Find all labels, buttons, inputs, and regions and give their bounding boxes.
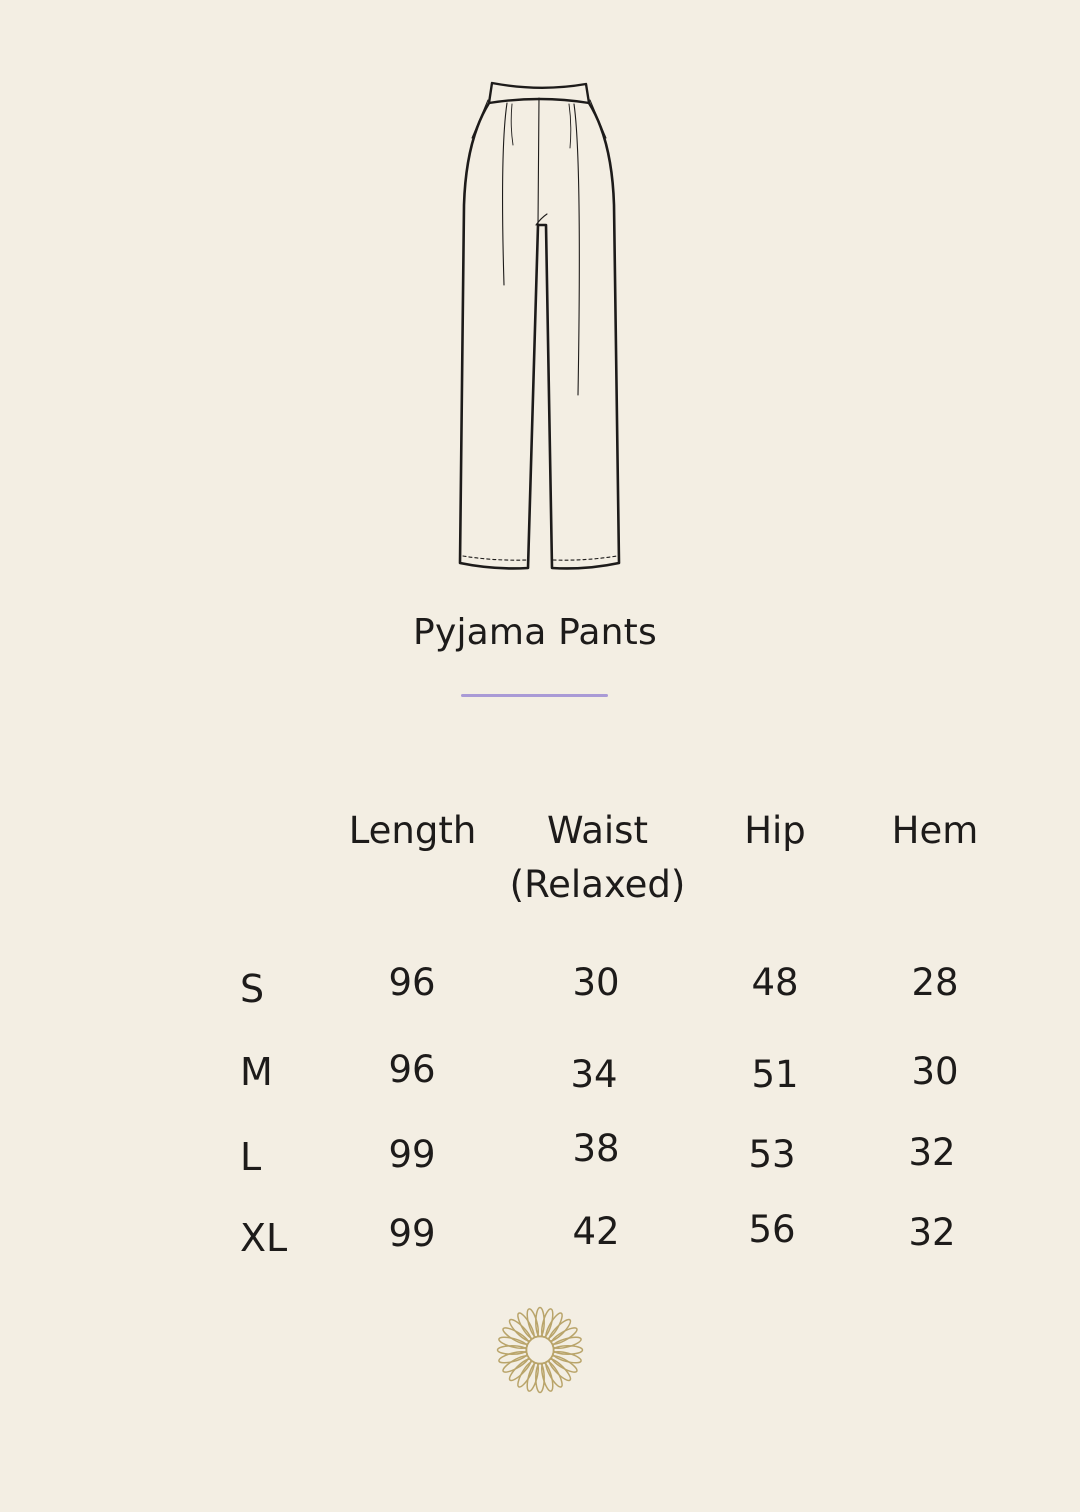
column-header-waist: Waist (Relaxed) [509, 809, 686, 907]
cell-l-length: 99 [388, 1133, 436, 1176]
cell-s-length: 96 [388, 961, 436, 1004]
emblem-petal [543, 1311, 565, 1340]
emblem-petal [552, 1349, 582, 1365]
emblem-petal [507, 1357, 533, 1383]
title-divider [461, 694, 608, 697]
cell-l-hip: 53 [748, 1133, 796, 1176]
size-label-xl: XL [240, 1216, 288, 1260]
emblem-petal [525, 1308, 541, 1338]
cell-l-hem: 32 [908, 1131, 956, 1174]
cell-m-length: 96 [388, 1048, 436, 1091]
cell-m-hip: 51 [751, 1053, 799, 1096]
cell-m-waist: 34 [570, 1053, 618, 1096]
cell-xl-waist: 42 [572, 1210, 620, 1253]
cell-s-hip: 48 [751, 961, 799, 1004]
emblem-petal [550, 1353, 579, 1375]
column-header-hem: Hem [891, 809, 979, 852]
cell-l-waist: 38 [572, 1127, 620, 1170]
cell-s-hem: 28 [911, 961, 959, 1004]
pyjama-pants-illustration [440, 70, 640, 590]
cell-s-waist: 30 [572, 961, 620, 1004]
cell-m-hem: 30 [911, 1050, 959, 1093]
emblem-petal [547, 1317, 573, 1343]
emblem-petal [498, 1335, 528, 1351]
size-label-m: M [240, 1050, 273, 1094]
emblem-petal [547, 1357, 573, 1383]
emblem-petal [539, 1308, 555, 1338]
sun-flower-emblem-icon [494, 1304, 586, 1396]
cell-xl-hem: 32 [908, 1211, 956, 1254]
size-label-l: L [240, 1135, 262, 1179]
emblem-petal [507, 1317, 533, 1343]
column-header-hip: Hip [744, 809, 806, 852]
cell-xl-length: 99 [388, 1212, 436, 1255]
emblem-petal [515, 1360, 537, 1389]
size-label-s: S [240, 967, 265, 1011]
column-header-length: Length [348, 809, 477, 852]
cell-xl-hip: 56 [748, 1208, 796, 1251]
garment-title: Pyjama Pants [413, 612, 657, 653]
emblem-petal [525, 1362, 541, 1392]
emblem-petal [501, 1325, 530, 1347]
